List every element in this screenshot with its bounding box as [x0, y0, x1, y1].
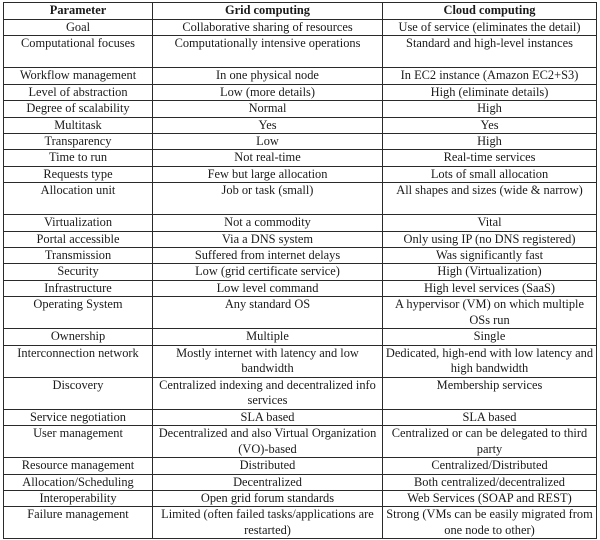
parameter-cell: Time to run — [4, 150, 153, 166]
table-row — [4, 507, 597, 539]
table-row — [4, 297, 597, 329]
grid-computing-cell: Distributed — [153, 458, 383, 474]
cloud-computing-cell: Dedicated, high-end with low latency and high bandwidth — [383, 345, 597, 377]
cloud-computing-cell: Centralized or can be delegated to third party — [383, 426, 597, 458]
grid-computing-cell: Normal — [153, 101, 383, 117]
table-row — [4, 134, 597, 150]
table-row — [4, 474, 597, 490]
cloud-computing-cell: All shapes and sizes (wide & narrow) — [383, 183, 597, 215]
grid-computing-cell: Low — [153, 134, 383, 150]
grid-computing-cell: Computationally intensive operations — [153, 36, 383, 68]
grid-computing-cell: SLA based — [153, 409, 383, 425]
cloud-computing-cell: Lots of small allocation — [383, 166, 597, 182]
grid-computing-cell: Suffered from internet delays — [153, 248, 383, 264]
cloud-computing-cell: SLA based — [383, 409, 597, 425]
grid-computing-cell: Collaborative sharing of resources — [153, 20, 383, 36]
header-row — [4, 3, 597, 20]
table-row — [4, 345, 597, 377]
cloud-computing-cell: Standard and high-level instances — [383, 36, 597, 68]
table-row — [4, 150, 597, 166]
grid-computing-cell: Any standard OS — [153, 297, 383, 329]
parameter-cell: User management — [4, 426, 153, 458]
parameter-cell: Allocation/Scheduling — [4, 474, 153, 490]
cloud-computing-cell: Membership services — [383, 377, 597, 409]
grid-computing-cell: In one physical node — [153, 68, 383, 84]
grid-computing-cell: Few but large allocation — [153, 166, 383, 182]
grid-computing-cell: Open grid forum standards — [153, 490, 383, 506]
grid-computing-cell: Low level command — [153, 280, 383, 296]
parameter-cell: Service negotiation — [4, 409, 153, 425]
grid-computing-cell: Not real-time — [153, 150, 383, 166]
table-row — [4, 426, 597, 458]
parameter-cell: Level of abstraction — [4, 84, 153, 100]
parameter-cell: Transparency — [4, 134, 153, 150]
parameter-cell: Operating System — [4, 297, 153, 329]
cloud-computing-cell: Web Services (SOAP and REST) — [383, 490, 597, 506]
header-cloud-computing: Cloud computing — [383, 3, 597, 20]
table-row — [4, 215, 597, 231]
table-row — [4, 101, 597, 117]
table-row — [4, 329, 597, 345]
table-row — [4, 20, 597, 36]
parameter-cell: Goal — [4, 20, 153, 36]
table-row — [4, 166, 597, 182]
grid-computing-cell: Job or task (small) — [153, 183, 383, 215]
parameter-cell: Failure management — [4, 507, 153, 539]
cloud-computing-cell: In EC2 instance (Amazon EC2+S3) — [383, 68, 597, 84]
parameter-cell: Degree of scalability — [4, 101, 153, 117]
grid-computing-cell: Via a DNS system — [153, 231, 383, 247]
grid-computing-cell: Decentralized and also Virtual Organization (VO)-based — [153, 426, 383, 458]
parameter-cell: Discovery — [4, 377, 153, 409]
parameter-cell: Resource management — [4, 458, 153, 474]
header-parameter: Parameter — [4, 3, 153, 20]
cloud-computing-cell: Both centralized/decentralized — [383, 474, 597, 490]
grid-computing-cell: Yes — [153, 117, 383, 133]
parameter-cell: Workflow management — [4, 68, 153, 84]
header-grid-computing: Grid computing — [153, 3, 383, 20]
parameter-cell: Transmission — [4, 248, 153, 264]
parameter-cell: Security — [4, 264, 153, 280]
table-row — [4, 231, 597, 247]
table-row — [4, 458, 597, 474]
cloud-computing-cell: Yes — [383, 117, 597, 133]
comparison-table — [3, 2, 597, 539]
cloud-computing-cell: Centralized/Distributed — [383, 458, 597, 474]
table-row — [4, 377, 597, 409]
cloud-computing-cell: High level services (SaaS) — [383, 280, 597, 296]
cloud-computing-cell: High (Virtualization) — [383, 264, 597, 280]
parameter-cell: Infrastructure — [4, 280, 153, 296]
grid-computing-cell: Multiple — [153, 329, 383, 345]
cloud-computing-cell: Use of service (eliminates the detail) — [383, 20, 597, 36]
parameter-cell: Multitask — [4, 117, 153, 133]
parameter-cell: Portal accessible — [4, 231, 153, 247]
table-row — [4, 117, 597, 133]
cloud-computing-cell: Real-time services — [383, 150, 597, 166]
grid-computing-cell: Decentralized — [153, 474, 383, 490]
table-row — [4, 84, 597, 100]
parameter-cell: Virtualization — [4, 215, 153, 231]
grid-computing-cell: Low (more details) — [153, 84, 383, 100]
cloud-computing-cell: Only using IP (no DNS registered) — [383, 231, 597, 247]
cloud-computing-cell: High — [383, 134, 597, 150]
grid-computing-cell: Mostly internet with latency and low bandwidth — [153, 345, 383, 377]
grid-computing-cell: Limited (often failed tasks/applications are restarted) — [153, 507, 383, 539]
cloud-computing-cell: High — [383, 101, 597, 117]
table-row — [4, 36, 597, 68]
table-row — [4, 280, 597, 296]
table-row — [4, 490, 597, 506]
parameter-cell: Computational focuses — [4, 36, 153, 68]
table-row — [4, 409, 597, 425]
table-row — [4, 183, 597, 215]
grid-computing-cell: Centralized indexing and decentralized info services — [153, 377, 383, 409]
table-row — [4, 68, 597, 84]
grid-computing-cell: Not a commodity — [153, 215, 383, 231]
parameter-cell: Ownership — [4, 329, 153, 345]
table-row — [4, 248, 597, 264]
parameter-cell: Interconnection network — [4, 345, 153, 377]
table-row — [4, 264, 597, 280]
cloud-computing-cell: Single — [383, 329, 597, 345]
parameter-cell: Requests type — [4, 166, 153, 182]
table-body — [4, 20, 597, 539]
cloud-computing-cell: Vital — [383, 215, 597, 231]
cloud-computing-cell: Strong (VMs can be easily migrated from one node to other) — [383, 507, 597, 539]
parameter-cell: Interoperability — [4, 490, 153, 506]
cloud-computing-cell: A hypervisor (VM) on which multiple OSs run — [383, 297, 597, 329]
grid-computing-cell: Low (grid certificate service) — [153, 264, 383, 280]
cloud-computing-cell: High (eliminate details) — [383, 84, 597, 100]
cloud-computing-cell: Was significantly fast — [383, 248, 597, 264]
parameter-cell: Allocation unit — [4, 183, 153, 215]
